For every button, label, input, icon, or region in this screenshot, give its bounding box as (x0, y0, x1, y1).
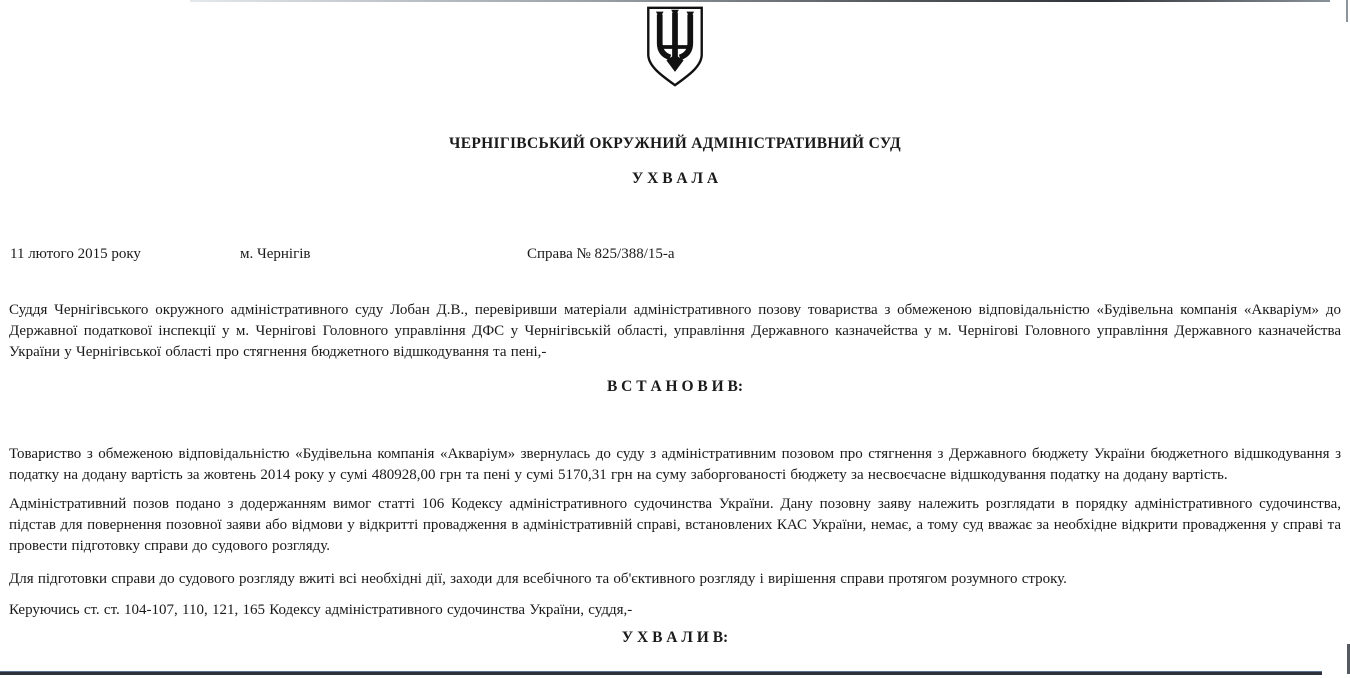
scan-right-edge-artifact (1346, 0, 1348, 22)
established-paragraph-1: Товариство з обмеженою відповідальністю «Будівельна компанія «Акваріум» звернулась до суду з адміністративним позовом про стягнення з Державного бюджету України бюджетного відшкодування з податку на додану вартість за жовтень 2014 року у сумі 480928,00 грн та пені у сумі 5170,31 грн на суму заборгованості бюджету за несвоєчасне відшкодування податку на додану вартість. (9, 446, 1341, 483)
established-paragraph-2: Адміністративний позов подано з додержанням вимог статті 106 Кодексу адміністративного судочинства України. Дану позовну заяву належить розглядати в порядку адміністративного судочинства, підстав для повернення позовної заяви або відмови у відкритті провадження в адміністративній справі, встановлених КАС України, немає, а тому суд вважає за необхідне відкрити провадження у справі та провести підготовку справи до судового розгляду. (9, 496, 1341, 554)
scan-bottom-edge-artifact (0, 671, 1322, 675)
intro-paragraph: Суддя Чернігівського окружного адміністративного суду Лобан Д.В., перевіривши матеріали адміністративного позову товариства з обмеженою відповідальністю «Будівельна компанія «Акваріум» до Державної податкової інспекції у м. Чернігові Головного управління ДФС у Чернігівській області, управління Державного казначейства у м. Чернігові Головного управління Державного казначейства України у Чернігівської області про стягнення бюджетного відшкодування та пені,- (9, 302, 1341, 360)
established-section-heading: В С Т А Н О В И В: (606, 378, 744, 395)
document-type-title: У Х В А Л А (631, 170, 719, 187)
court-name-title: ЧЕРНІГІВСЬКИЙ ОКРУЖНИЙ АДМІНІСТРАТИВНИЙ СУД (449, 135, 901, 152)
case-number: Справа № 825/388/15-а (527, 246, 675, 262)
established-paragraph-3: Для підготовки справи до судового розгляду вжиті всі необхідні дії, заходи для всебічного та об'єктивного розгляду і вирішення справи протягом розумного строку. (9, 571, 1067, 587)
scan-top-edge-artifact (190, 0, 1330, 2)
decision-date: 11 лютого 2015 року (10, 246, 141, 262)
court-city: м. Чернігів (240, 246, 311, 262)
ruled-section-heading: У Х В А Л И В: (621, 629, 729, 646)
case-info-line (0, 245, 1350, 263)
ukraine-trident-icon (643, 5, 707, 89)
established-paragraph-4: Керуючись ст. ст. 104-107, 110, 121, 165 Кодексу адміністративного судочинства України, суддя,- (9, 602, 633, 618)
